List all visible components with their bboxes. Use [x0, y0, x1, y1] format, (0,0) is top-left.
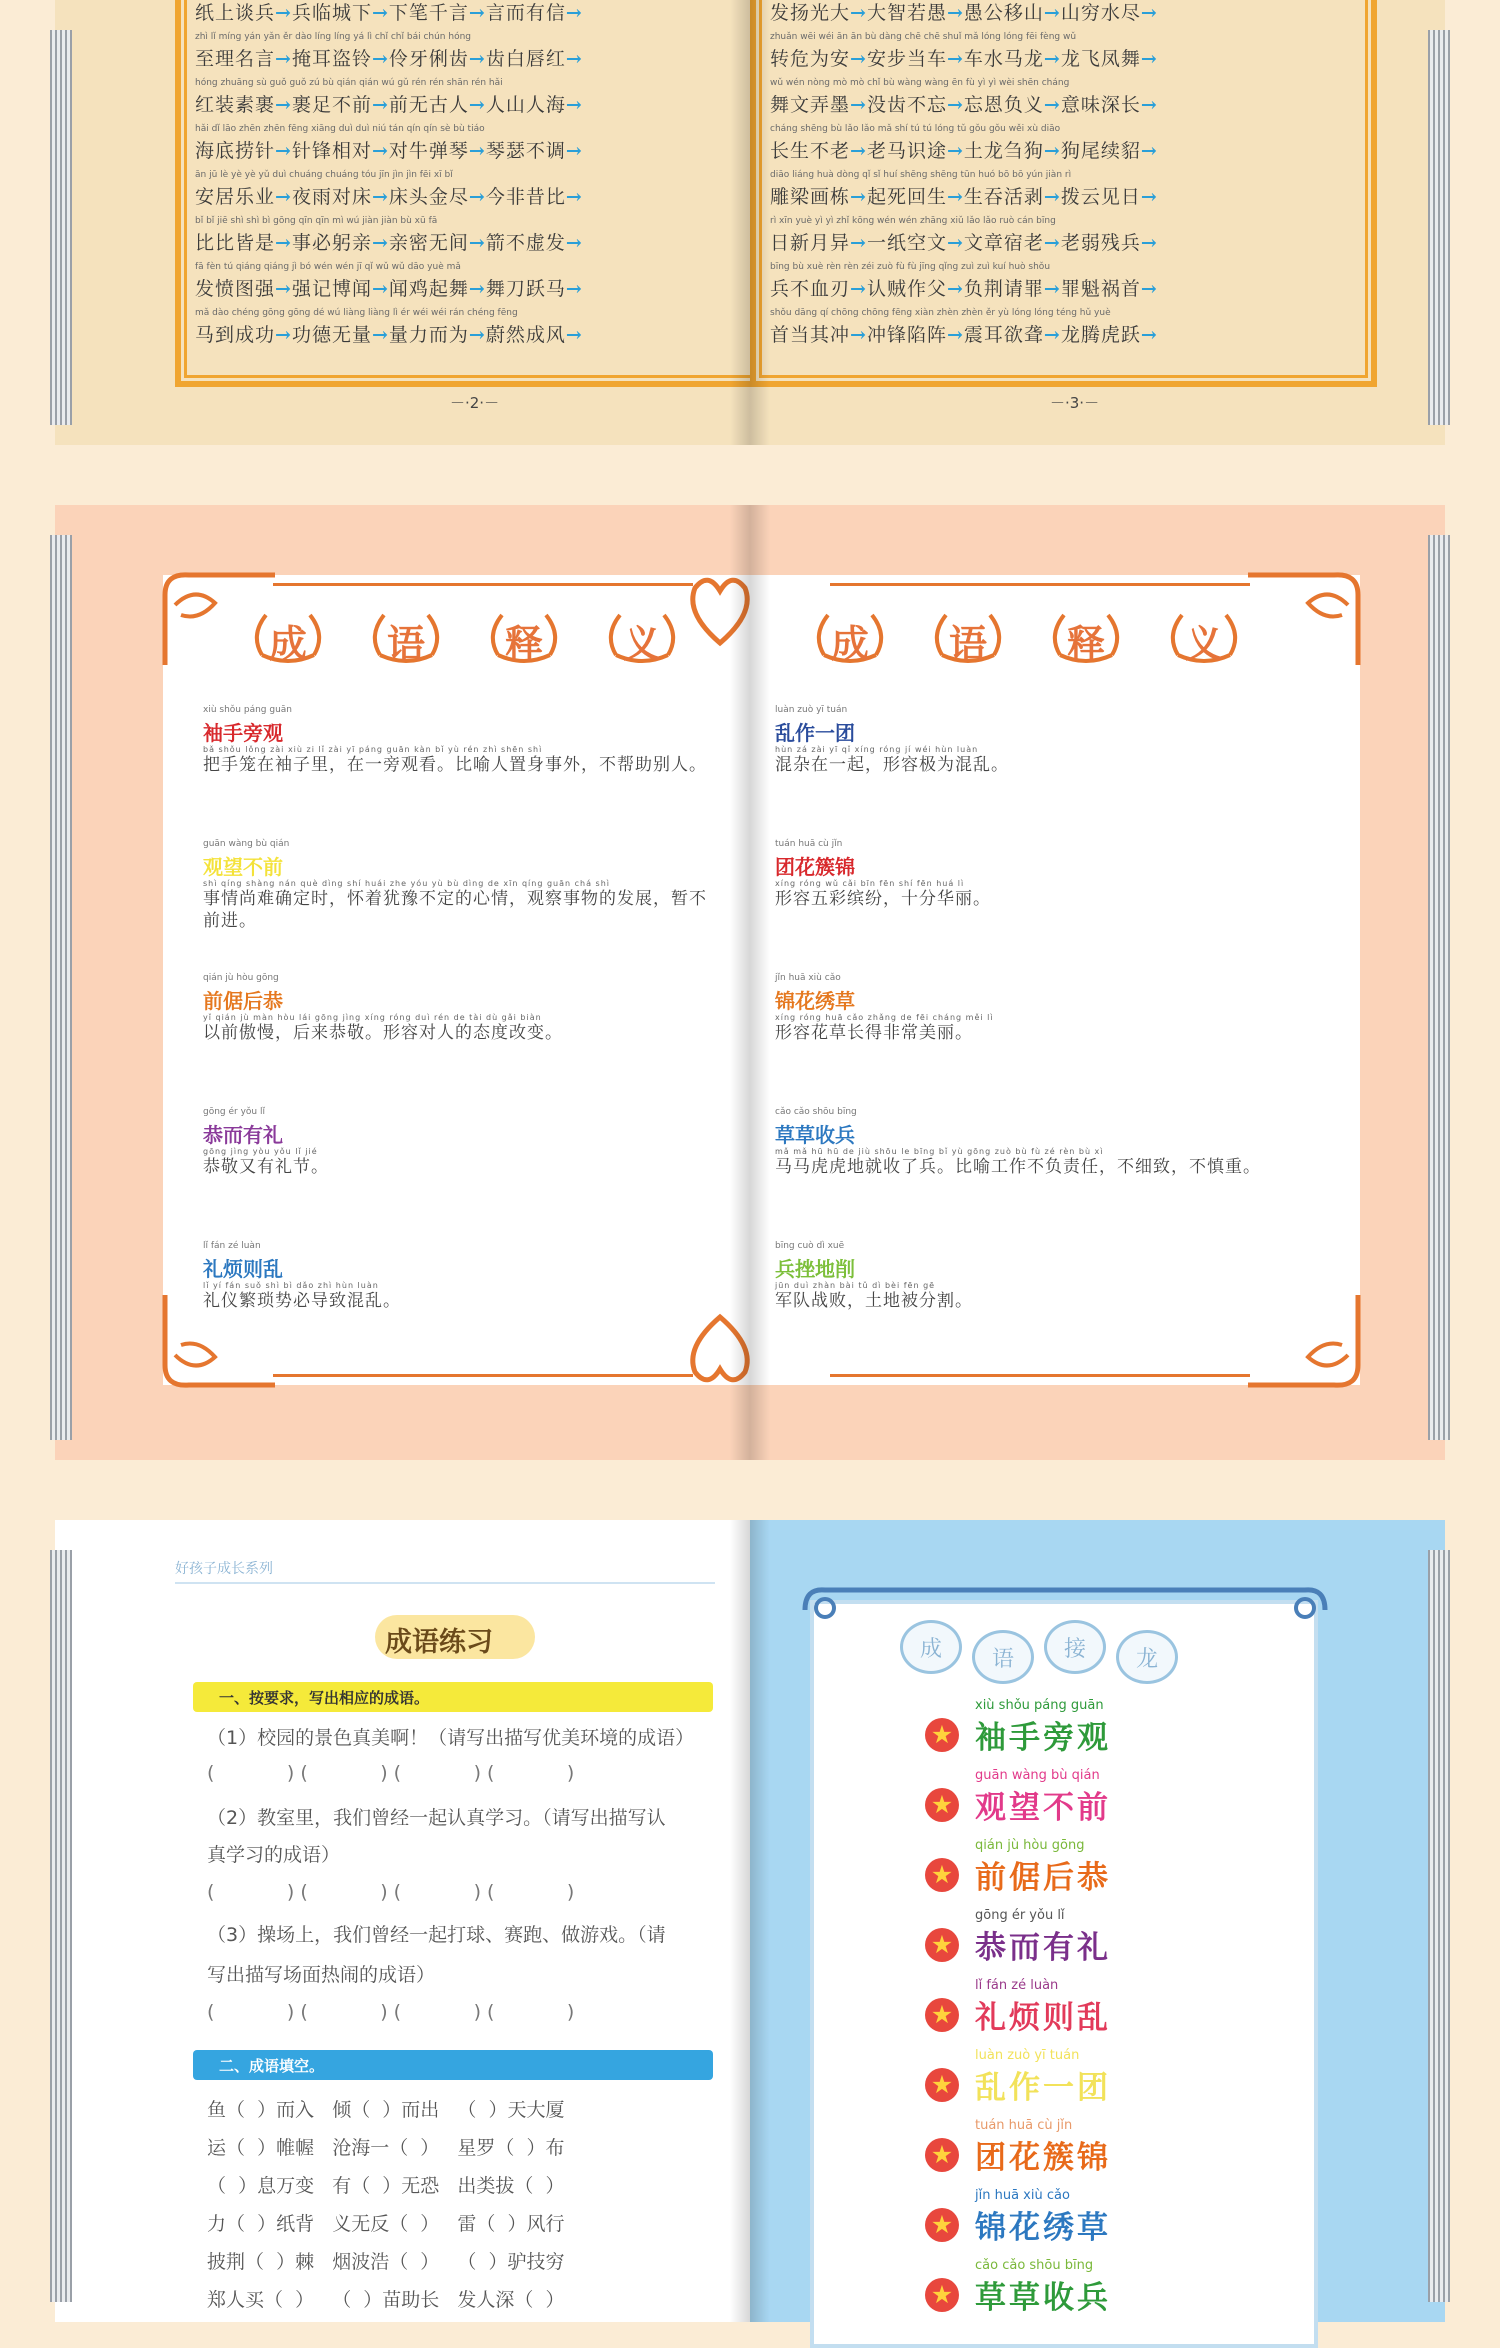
chain-pinyin: tuán huā cù jǐn — [975, 2118, 1073, 2133]
arrow-icon: → — [371, 324, 389, 346]
title-char: 接 — [1063, 1637, 1086, 1662]
arrow-icon: → — [946, 324, 964, 346]
definition-text: 礼仪繁琐势必导致混乱。 — [203, 1291, 401, 1311]
chain-idiom: 袖手旁观 — [975, 1720, 1111, 1756]
chain-row — [770, 262, 1350, 304]
chain-row-pinyin: bǐ bǐ jiē shì shì bì gōng qīn qīn mì wú jiàn jiàn bù xū fā — [195, 216, 438, 226]
arrow-icon: → — [1043, 278, 1061, 300]
arrow-icon: → — [468, 278, 486, 300]
fill-row: 郑人买（ ） （ ）苗助长 发人深（ ） — [207, 2289, 565, 2311]
page-edge-left — [50, 535, 72, 1440]
section-bar-2 — [193, 2050, 713, 2080]
definition-panel-left — [163, 575, 750, 1385]
arrow-icon: → — [1140, 324, 1158, 346]
star-icon — [925, 2138, 959, 2172]
arrow-icon: → — [468, 140, 486, 162]
arrow-icon: → — [468, 324, 486, 346]
book-gutter — [730, 0, 770, 445]
definition-pinyin: xíng róng wǔ cǎi bīn fēn shí fēn huá lì — [775, 879, 965, 888]
chain-row-text: 比比皆是→事必躬亲→亲密无间→箭不虚发→ — [195, 232, 583, 254]
definition-panel-right — [750, 575, 1360, 1385]
page-edge-right — [1428, 535, 1450, 1440]
chain-row-text: 发扬光大→大智若愚→愚公移山→山穷水尽→ — [770, 2, 1158, 24]
idiom-title: 乱作一团 — [775, 721, 855, 745]
arrow-icon: → — [468, 48, 486, 70]
arrow-icon: → — [468, 186, 486, 208]
chain-row-pinyin: shǒu dāng qí chōng chōng fēng xiàn zhèn zhèn ěr yù lóng lóng téng hǔ yuè — [770, 308, 1111, 318]
arrow-icon: → — [371, 48, 389, 70]
arrow-icon: → — [850, 94, 867, 116]
idiom-title: 观望不前 — [203, 855, 283, 879]
arrow-icon: → — [1043, 94, 1061, 116]
chain-row-pinyin: fā fèn tú qiáng qiáng jì bó wén wén jī qǐ wǔ wǔ dāo yuè mǎ — [195, 262, 461, 272]
chain-row-text: 首当其冲→冲锋陷阵→震耳欲聋→龙腾虎跃→ — [770, 324, 1158, 346]
title-char: 龙 — [1135, 1647, 1158, 1672]
arrow-icon: → — [275, 94, 292, 116]
chain-idiom: 乱作一团 — [975, 2070, 1111, 2106]
idiom-pinyin: jǐn huā xiù cǎo — [775, 973, 841, 983]
arrow-icon: → — [946, 140, 964, 162]
page-number-left: －·2·－ — [450, 394, 500, 412]
idiom-pinyin: cǎo cǎo shōu bīng — [775, 1107, 857, 1117]
fill-row: 力（ ）纸背 义无反（ ） 雷（ ）风行 — [207, 2213, 565, 2235]
arrow-icon: → — [275, 278, 292, 300]
idiom-definition — [775, 1281, 1295, 1312]
left-page — [55, 0, 750, 445]
exercise-page — [55, 1520, 750, 2322]
chain-row-pinyin: cháng shēng bù lǎo lǎo mǎ shí tú tú lóng tǔ gǒu gǒu wěi xù diāo — [770, 124, 1061, 134]
arrow-icon: → — [850, 2, 867, 24]
star-icon — [925, 2208, 959, 2242]
arrow-icon: → — [565, 140, 583, 162]
arrow-icon: → — [1043, 186, 1061, 208]
title-char: 释 — [1066, 621, 1105, 666]
chain-row-text: 至理名言→掩耳盗铃→伶牙俐齿→齿白唇红→ — [195, 48, 583, 70]
arrow-icon: → — [468, 232, 486, 254]
arrow-icon: → — [1043, 232, 1061, 254]
definition-list-right — [750, 575, 1360, 1385]
chain-pinyin: luàn zuò yī tuán — [975, 2048, 1080, 2063]
title-char: 释 — [504, 621, 543, 666]
chain-row-pinyin: ān jū lè yè yè yǔ duì chuáng chuáng tóu jīn jìn jìn fēi xī bǐ — [195, 170, 453, 180]
right-page — [750, 505, 1445, 1460]
arrow-icon: → — [1043, 324, 1061, 346]
exercise-title: 成语练习 — [385, 1627, 493, 1658]
chain-pinyin: jǐn huā xiù cǎo — [975, 2188, 1070, 2203]
page-edge-left — [50, 1550, 72, 2302]
idiom-definition — [775, 1147, 1295, 1178]
chain-row-text: 纸上谈兵→兵临城下→下笔千言→言而有信→ — [195, 2, 583, 24]
arrow-icon: → — [946, 186, 964, 208]
arrow-icon: → — [275, 232, 292, 254]
question-3-line-2: 写出描写场面热闹的成语） — [207, 1964, 436, 1986]
chain-row-text: 兵不血刃→认贼作父→负荆请罪→罪魁祸首→ — [770, 278, 1158, 300]
definition-pinyin: yǐ qián jù màn hòu lái gōng jìng xíng róng duì rén de tài dù gǎi biàn — [203, 1013, 542, 1022]
arrow-icon: → — [468, 94, 486, 116]
star-icon — [925, 1928, 959, 1962]
arrow-icon: → — [371, 140, 389, 162]
fill-row: 鱼（ ）而入 倾（ ）而出 （ ）天大厦 — [207, 2099, 565, 2121]
arrow-icon: → — [371, 232, 389, 254]
question-1: （1）校园的景色真美啊！（请写出描写优美环境的成语） — [207, 1727, 695, 1749]
chain-pinyin: gōng ér yǒu lǐ — [975, 1908, 1065, 1923]
definition-text: 混杂在一起，形容极为混乱。 — [775, 755, 1009, 775]
definition-pinyin: bǎ shǒu lǒng zài xiù zi lǐ zài yī páng guān kàn bǐ yù rén zhì shēn shì — [203, 745, 543, 754]
answer-blanks-1: ( ) ( ) ( ) ( ) — [207, 1762, 575, 1784]
idiom-title: 锦花绣草 — [775, 989, 855, 1013]
chain-row — [195, 262, 765, 304]
definition-text: 军队战败，土地被分割。 — [775, 1291, 973, 1311]
arrow-icon: → — [371, 94, 389, 116]
chain-idiom: 恭而有礼 — [975, 1930, 1111, 1966]
star-icon — [925, 1788, 959, 1822]
chain-pinyin: guān wàng bù qián — [975, 1768, 1100, 1783]
book-gutter — [730, 1520, 770, 2322]
title-char: 成 — [919, 1637, 942, 1662]
definition-pinyin: xíng róng huā cǎo zhǎng de fēi cháng měi lì — [775, 1013, 994, 1022]
page-edge-left — [50, 30, 72, 425]
definition-text: 形容五彩缤纷，十分华丽。 — [775, 889, 991, 909]
question-3-line-1: （3）操场上，我们曾经一起打球、赛跑、做游戏。（请 — [207, 1924, 666, 1946]
chain-row-text: 日新月异→一纸空文→文章宿老→老弱残兵→ — [770, 232, 1158, 254]
arrow-icon: → — [275, 48, 292, 70]
chain-row-text: 雕梁画栋→起死回生→生吞活剥→拨云见日→ — [770, 186, 1158, 208]
chain-row — [195, 216, 765, 258]
arrow-icon: → — [468, 2, 486, 24]
idiom-pinyin: luàn zuò yī tuán — [775, 705, 848, 715]
idiom-pinyin: guān wàng bù qián — [203, 839, 290, 849]
star-icon — [925, 2278, 959, 2312]
definition-text: 以前傲慢，后来恭敬。形容对人的态度改变。 — [203, 1023, 563, 1043]
question-2-line-2: 真学习的成语） — [207, 1844, 341, 1866]
arrow-icon: → — [565, 324, 583, 346]
chain-list — [750, 1520, 1445, 2322]
chain-row-pinyin: diāo liáng huà dòng qǐ sǐ huí shēng shēng tūn huó bō bō yún jiàn rì — [770, 170, 1072, 180]
right-page — [750, 0, 1445, 445]
idiom-chain-page — [750, 1520, 1445, 2322]
chain-row-pinyin: hóng zhuāng sù guǒ guǒ zú bù qián qián wú gǔ rén rén shān rén hǎi — [195, 78, 503, 88]
chain-row — [195, 124, 765, 166]
chain-pinyin: qián jù hòu gōng — [975, 1838, 1085, 1853]
definition-pinyin: jūn duì zhàn bài tǔ dì bèi fēn gē — [775, 1281, 936, 1290]
section-heading-1: 一、按要求，写出相应的成语。 — [219, 1689, 430, 1707]
idiom-pinyin: qián jù hòu gōng — [203, 973, 279, 983]
definition-pinyin: gōng jìng yòu yǒu lǐ jié — [203, 1147, 318, 1156]
arrow-icon: → — [371, 2, 389, 24]
definition-list-left — [163, 575, 750, 1385]
chain-row — [770, 32, 1350, 74]
chain-pinyin: lǐ fán zé luàn — [975, 1978, 1059, 1993]
chain-idiom: 锦花绣草 — [975, 2210, 1111, 2246]
exercise-spread — [55, 1520, 1445, 2322]
arrow-icon: → — [565, 2, 583, 24]
idiom-definition — [203, 879, 723, 932]
left-page — [55, 505, 750, 1460]
arrow-icon: → — [946, 2, 964, 24]
chain-idiom: 前倨后恭 — [975, 1860, 1111, 1896]
idiom-title: 恭而有礼 — [203, 1123, 283, 1147]
arrow-icon: → — [1043, 2, 1061, 24]
arrow-icon: → — [1140, 232, 1158, 254]
chain-row — [770, 78, 1350, 120]
page-number-right: －·3·－ — [1050, 394, 1100, 412]
chain-row — [195, 32, 765, 74]
arrow-icon: → — [946, 48, 964, 70]
chain-row-pinyin: zhuǎn wēi wéi ān ān bù dàng chē chē shuǐ mǎ lóng lóng fēi fèng wǔ — [770, 32, 1077, 42]
arrow-icon: → — [371, 186, 389, 208]
answer-blanks-2: ( ) ( ) ( ) ( ) — [207, 1881, 575, 1903]
idiom-pinyin: lǐ fán zé luàn — [203, 1241, 261, 1251]
arrow-icon: → — [850, 278, 867, 300]
arrow-icon: → — [1140, 186, 1158, 208]
arrow-icon: → — [1140, 48, 1158, 70]
chain-row-text: 长生不老→老马识途→土龙刍狗→狗尾续貂→ — [770, 140, 1158, 162]
chain-row — [770, 124, 1350, 166]
definition-text: 恭敬又有礼节。 — [203, 1157, 329, 1177]
chain-row-text: 安居乐业→夜雨对床→床头金尽→今非昔比→ — [195, 186, 583, 208]
page-edge-right — [1428, 30, 1450, 425]
idiom-definition — [775, 745, 1295, 776]
chain-row — [770, 216, 1350, 258]
definition-text: 马马虎虎地就收了兵。比喻工作不负责任，不细致，不慎重。 — [775, 1157, 1261, 1177]
chain-row — [195, 170, 765, 212]
fill-row: 披荆（ ）棘 烟波浩（ ） （ ）驴技穷 — [207, 2251, 565, 2273]
chain-row-text: 红装素裹→裹足不前→前无古人→人山人海→ — [195, 94, 583, 116]
chain-idiom: 团花簇锦 — [975, 2140, 1111, 2176]
idiom-definition — [203, 1281, 723, 1312]
idiom-definition — [203, 745, 723, 776]
idiom-title: 前倨后恭 — [203, 989, 283, 1013]
chain-row-pinyin: rì xīn yuè yì yì zhǐ kōng wén wén zhāng xiǔ lǎo lǎo ruò cán bīng — [770, 216, 1056, 226]
definition-text: 事情尚难确定时，怀着犹豫不定的心情，观察事物的发展，暂不前进。 — [203, 889, 707, 931]
title-char: 成 — [830, 621, 869, 666]
book-gutter — [730, 505, 770, 1460]
header-rule — [175, 1582, 715, 1584]
definition-pinyin: shì qíng shàng nán què dìng shí huái zhe yóu yù bù dìng de xīn qíng guān chá shì — [203, 879, 610, 888]
arrow-icon: → — [1140, 140, 1158, 162]
definition-pinyin: mǎ mǎ hū hū de jiù shōu le bīng bǐ yù gōng zuò bù fù zé rèn bù xì — [775, 1147, 1104, 1156]
arrow-icon: → — [850, 324, 867, 346]
arrow-icon: → — [850, 232, 867, 254]
chain-row-text: 马到成功→功德无量→量力而为→蔚然成风→ — [195, 324, 583, 346]
arrow-icon: → — [565, 278, 583, 300]
chain-pinyin: cǎo cǎo shōu bīng — [975, 2258, 1094, 2273]
answer-blanks-3: ( ) ( ) ( ) ( ) — [207, 2001, 575, 2023]
idiom-title: 袖手旁观 — [203, 721, 283, 745]
chain-row-pinyin: bīng bù xuè rèn rèn zéi zuò fù fù jīng qǐng zuì zuì kuí huò shǒu — [770, 262, 1051, 272]
chain-row — [770, 170, 1350, 212]
star-icon — [925, 1858, 959, 1892]
title-char: 语 — [948, 621, 987, 666]
chain-row — [195, 308, 765, 350]
arrow-icon: → — [565, 48, 583, 70]
chain-row — [195, 78, 765, 120]
idiom-definition — [775, 1013, 1295, 1044]
idiom-pinyin: bīng cuò dì xuē — [775, 1241, 845, 1251]
title-char: 成 — [268, 621, 307, 666]
arrow-icon: → — [1043, 48, 1061, 70]
idiom-title: 草草收兵 — [775, 1123, 855, 1147]
idiom-title: 礼烦则乱 — [203, 1257, 283, 1281]
chain-row-pinyin: wǔ wén nòng mò mò chǐ bù wàng wàng ēn fù yì yì wèi shēn cháng — [770, 78, 1070, 88]
definition-text: 把手笼在袖子里，在一旁观看。比喻人置身事外，不帮助别人。 — [203, 755, 707, 775]
definition-pinyin: hùn zá zài yī qǐ xíng róng jí wéi hùn luàn — [775, 745, 979, 754]
page-edge-right — [1428, 1550, 1450, 2302]
idiom-chain-spread — [55, 0, 1445, 445]
arrow-icon: → — [1140, 94, 1158, 116]
chain-row — [770, 308, 1350, 350]
chain-row-text: 转危为安→安步当车→车水马龙→龙飞凤舞→ — [770, 48, 1158, 70]
section-bar-1 — [193, 1682, 713, 1712]
chain-row — [770, 0, 1350, 28]
idiom-pinyin: xiù shǒu páng guān — [203, 705, 292, 715]
chain-row-pinyin: mǎ dào chéng gōng gōng dé wú liàng liàng lì ér wéi wéi rán chéng fēng — [195, 308, 518, 318]
arrow-icon: → — [565, 232, 583, 254]
definition-pinyin: lǐ yí fán suǒ shì bì dǎo zhì hùn luàn — [203, 1281, 379, 1290]
title-char: 义 — [1184, 621, 1223, 666]
chain-row — [195, 0, 765, 28]
arrow-icon: → — [946, 278, 964, 300]
arrow-icon: → — [850, 186, 867, 208]
fill-row: 运（ ）帷幄 沧海一（ ） 星罗（ ）布 — [207, 2137, 565, 2159]
arrow-icon: → — [946, 232, 964, 254]
idiom-definition — [203, 1147, 723, 1178]
arrow-icon: → — [275, 186, 292, 208]
idiom-definition — [203, 1013, 723, 1044]
title-char: 语 — [991, 1647, 1014, 1672]
section-heading-2: 二、成语填空。 — [219, 2057, 325, 2075]
chain-row-text: 发愤图强→强记博闻→闻鸡起舞→舞刀跃马→ — [195, 278, 583, 300]
arrow-icon: → — [850, 48, 867, 70]
arrow-icon: → — [371, 278, 389, 300]
idiom-pinyin: gōng ér yǒu lǐ — [203, 1107, 265, 1117]
series-label: 好孩子成长系列 — [175, 1561, 273, 1577]
arrow-icon: → — [275, 324, 292, 346]
chain-row-pinyin: hǎi dǐ lāo zhēn zhēn fēng xiāng duì duì niú tán qín qín sè bù tiáo — [195, 124, 485, 134]
star-icon — [925, 2068, 959, 2102]
idiom-title: 兵挫地削 — [775, 1257, 855, 1281]
arrow-icon: → — [1043, 140, 1061, 162]
definition-text: 形容花草长得非常美丽。 — [775, 1023, 973, 1043]
chain-row-text: 舞文弄墨→没齿不忘→忘恩负义→意味深长→ — [770, 94, 1158, 116]
idiom-definition-spread — [55, 505, 1445, 1460]
chain-idiom: 礼烦则乱 — [975, 2000, 1111, 2036]
arrow-icon: → — [1140, 2, 1158, 24]
arrow-icon: → — [275, 140, 292, 162]
star-icon — [925, 1998, 959, 2032]
question-2-line-1: （2）教室里，我们曾经一起认真学习。（请写出描写认 — [207, 1807, 666, 1829]
chain-idiom: 草草收兵 — [975, 2280, 1111, 2316]
idiom-title: 团花簇锦 — [775, 855, 855, 879]
title-char: 义 — [622, 621, 661, 666]
title-char: 语 — [386, 621, 425, 666]
star-icon — [925, 1718, 959, 1752]
chain-idiom: 观望不前 — [975, 1790, 1111, 1826]
idiom-pinyin: tuán huā cù jǐn — [775, 839, 843, 849]
arrow-icon: → — [565, 94, 583, 116]
chain-pinyin: xiù shǒu páng guān — [975, 1698, 1104, 1713]
fill-row: （ ）息万变 有（ ）无恐 出类拔（ ） — [207, 2175, 565, 2197]
arrow-icon: → — [946, 94, 964, 116]
idiom-definition — [775, 879, 1295, 910]
arrow-icon: → — [565, 186, 583, 208]
chain-row-text: 海底捞针→针锋相对→对牛弹琴→琴瑟不调→ — [195, 140, 583, 162]
arrow-icon: → — [275, 2, 292, 24]
arrow-icon: → — [1140, 278, 1158, 300]
chain-row-pinyin: zhì lǐ míng yán yǎn ěr dào líng líng yá lì chǐ chǐ bái chún hóng — [195, 32, 471, 42]
arrow-icon: → — [850, 140, 867, 162]
